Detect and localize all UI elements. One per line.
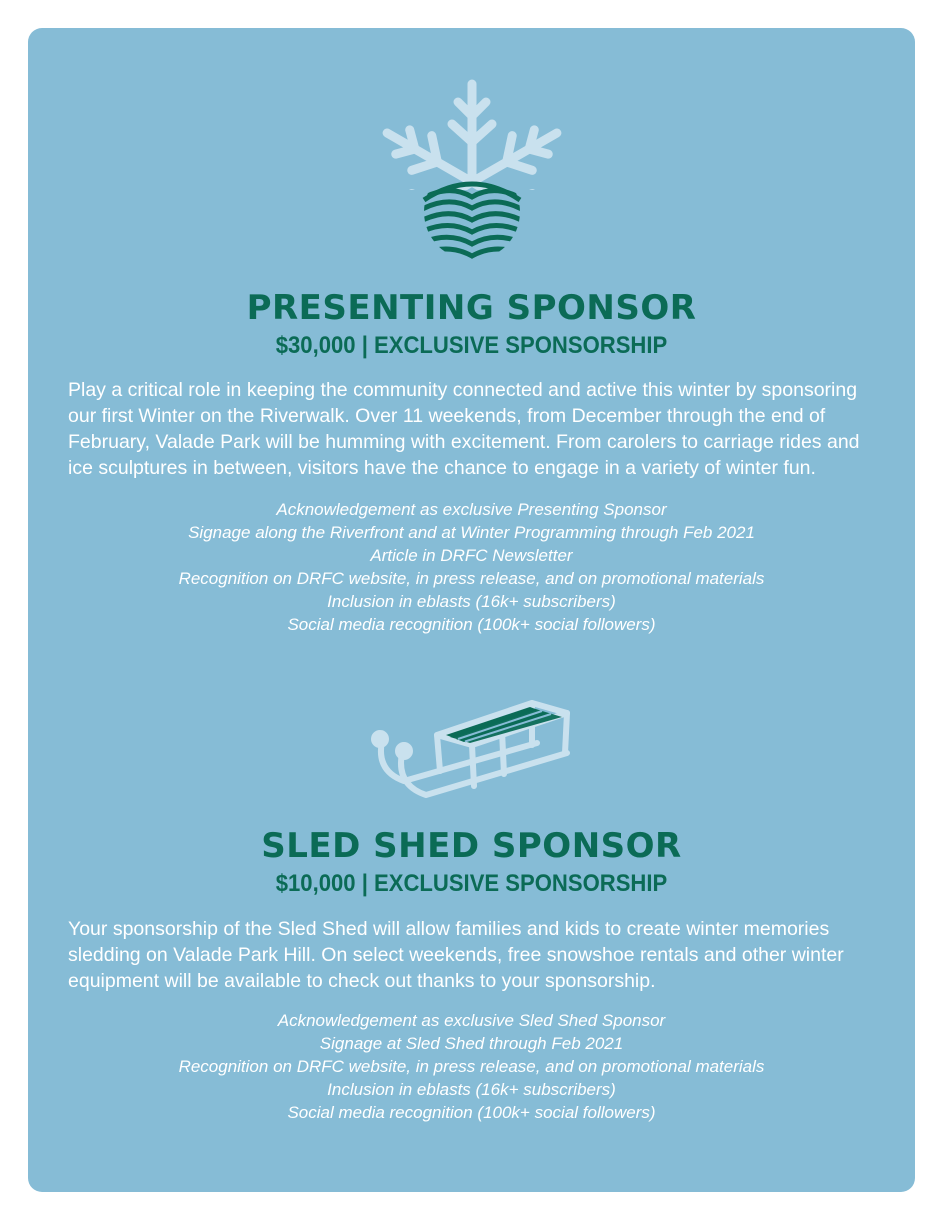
benefit-item: Acknowledgement as exclusive Presenting Sponsor xyxy=(276,500,667,519)
benefit-item: Inclusion in eblasts (16k+ subscribers) xyxy=(327,592,616,611)
presenting-subtitle: $30,000 | EXCLUSIVE SPONSORSHIP xyxy=(275,332,668,359)
sled-shed-description: Your sponsorship of the Sled Shed will allow families and kids to create winter memories sledding on Valade Park Hill. On select weekends, free snowshoe rentals and other winter equipment will be available to check out thanks to your sponsorship. xyxy=(68,918,844,992)
benefit-item: Inclusion in eblasts (16k+ subscribers) xyxy=(327,1080,616,1099)
benefit-item: Signage along the Riverfront and at Winter Programming through Feb 2021 xyxy=(188,523,755,542)
sled-icon-wrap xyxy=(28,673,915,808)
presenting-benefits-list xyxy=(28,498,915,636)
benefit-item: Social media recognition (100k+ social followers) xyxy=(287,1103,656,1122)
presenting-title: PRESENTING SPONSOR xyxy=(246,288,697,328)
presenting-description: Play a critical role in keeping the community connected and active this winter by sponsoring our first Winter on the Riverwalk. Over 11 weekends, from December through the end of February, Valade Park will be humming with excitement. From carolers to carriage rides and ice sculptures in between, visitors have the chance to engage in a variety of winter fun. xyxy=(68,379,860,479)
benefit-item: Article in DRFC Newsletter xyxy=(370,546,573,565)
benefit-item: Recognition on DRFC website, in press release, and on promotional materials xyxy=(178,569,765,588)
snowflake-hills-icon xyxy=(367,72,577,272)
benefit-item: Social media recognition (100k+ social followers) xyxy=(287,615,656,634)
benefit-item: Acknowledgement as exclusive Sled Shed Sponsor xyxy=(277,1011,666,1030)
benefit-item: Recognition on DRFC website, in press release, and on promotional materials xyxy=(178,1057,765,1076)
sled-shed-subtitle: $10,000 | EXCLUSIVE SPONSORSHIP xyxy=(275,870,668,897)
sled-shed-benefits-list xyxy=(28,1009,915,1124)
sled-shed-title: SLED SHED SPONSOR xyxy=(261,826,682,866)
sled-icon xyxy=(362,673,582,808)
presenting-icon-wrap xyxy=(28,72,915,272)
benefit-item: Signage at Sled Shed through Feb 2021 xyxy=(319,1034,624,1053)
sponsorship-card xyxy=(28,28,915,1192)
